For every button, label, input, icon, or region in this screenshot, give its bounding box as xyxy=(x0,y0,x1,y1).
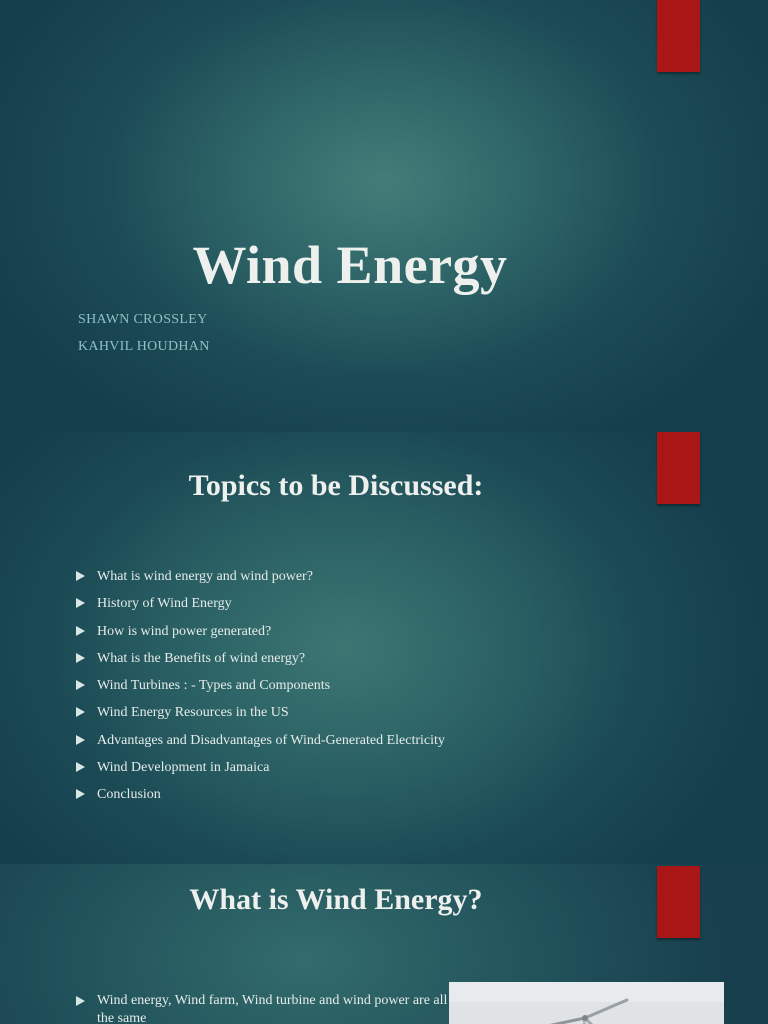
bullet-arrow-icon xyxy=(76,789,85,799)
accent-bar xyxy=(657,0,700,72)
wind-turbine-photo xyxy=(449,982,724,1024)
bullet-arrow-icon xyxy=(76,735,85,745)
list-item xyxy=(76,563,445,590)
list-item-text: Wind Development in Jamaica xyxy=(97,760,270,776)
list-item xyxy=(76,754,445,781)
topic-list xyxy=(76,563,445,809)
list-item-text: Wind energy, Wind farm, Wind turbine and wind power are all the same xyxy=(97,993,448,1024)
slide-heading: Topics to be Discussed: xyxy=(188,469,484,502)
slide-heading: What is Wind Energy? xyxy=(189,883,483,916)
bullet-arrow-icon xyxy=(76,598,85,608)
list-item xyxy=(76,590,445,617)
bullet-arrow-icon xyxy=(76,762,85,772)
author-name: SHAWN CROSSLEY xyxy=(78,312,208,327)
bullet-arrow-icon xyxy=(76,707,85,717)
wind-turbine-icon xyxy=(449,982,724,1024)
bullet-arrow-icon xyxy=(76,653,85,663)
list-item-text: Wind Energy Resources in the US xyxy=(97,705,289,721)
list-item xyxy=(76,727,445,754)
list-item-text: Advantages and Disadvantages of Wind-Generated Electricity xyxy=(97,732,445,748)
list-item xyxy=(76,645,445,672)
bullet-arrow-icon xyxy=(76,571,85,581)
list-item-text: What is wind energy and wind power? xyxy=(97,569,313,584)
list-item xyxy=(76,699,445,726)
author-name: KAHVIL HOUDHAN xyxy=(78,339,210,354)
list-item-text: History of Wind Energy xyxy=(97,596,232,612)
list-item-text: What is the Benefits of wind energy? xyxy=(97,650,306,666)
definition-list xyxy=(76,992,451,1024)
bullet-arrow-icon xyxy=(76,626,85,636)
presentation-title: Wind Energy xyxy=(192,235,508,295)
list-item xyxy=(76,992,451,1024)
slide-topics[interactable] xyxy=(0,432,768,864)
list-item xyxy=(76,618,445,645)
slide-what-is-wind-energy[interactable] xyxy=(0,864,768,1024)
list-item-text: Conclusion xyxy=(97,787,161,803)
author-list xyxy=(78,306,210,360)
list-item xyxy=(76,672,445,699)
list-item-text: Wind Turbines : - Types and Components xyxy=(97,678,331,694)
slide-title[interactable] xyxy=(0,0,768,432)
list-item-text: How is wind power generated? xyxy=(97,623,272,639)
bullet-arrow-icon xyxy=(76,680,85,690)
list-item xyxy=(76,781,445,808)
bullet-arrow-icon xyxy=(76,996,85,1006)
